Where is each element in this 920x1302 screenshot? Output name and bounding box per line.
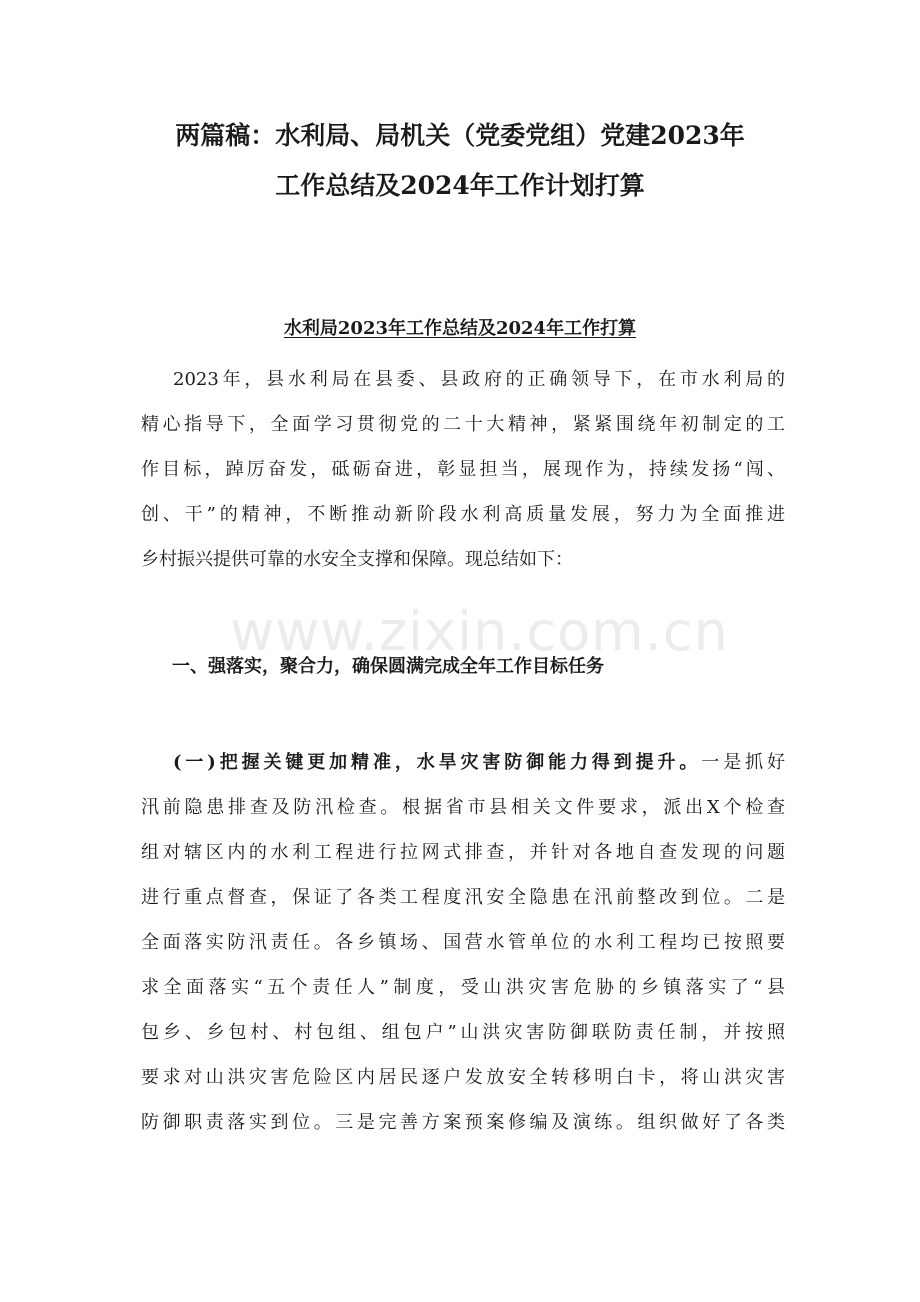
section-line: 组对辖区内的水利工程进行拉网式排查，并针对各地自查发现的问题 bbox=[141, 842, 785, 863]
section-line: 进行重点督查，保证了各类工程度汛安全隐患在汛前整改到位。二是 bbox=[141, 887, 785, 908]
section-subtitle bbox=[100, 313, 820, 345]
section-line: 求全面落实“五个责任人”制度，受山洪灾害危胁的乡镇落实了“县 bbox=[141, 977, 785, 998]
document-title-line-2: 工作总结及2024年工作计划打算 bbox=[275, 171, 645, 200]
document-title-line-1: 两篇稿：水利局、局机关（党委党组）党建2023年 bbox=[175, 121, 745, 150]
intro-line: 乡村振兴提供可靠的水安全支撑和保障。现总结如下： bbox=[141, 549, 573, 570]
section-line: 全面落实防汛责任。各乡镇场、国营水管单位的水利工程均已按照要 bbox=[141, 932, 785, 953]
watermark: www.zixin.com.cn bbox=[230, 600, 729, 663]
intro-line: 2023年，县水利局在县委、县政府的正确领导下，在市水利局的 bbox=[173, 369, 785, 390]
subtitle-text: 水利局2023年工作总结及2024年工作打算 bbox=[283, 318, 637, 339]
section-first-line bbox=[141, 740, 785, 785]
section-lead-bold: (一)把握关键更加精准，水旱灾害防御能力得到提升。 bbox=[173, 752, 702, 773]
section-line: 要求对山洪灾害危险区内居民逐户发放安全转移明白卡，将山洪灾害 bbox=[141, 1067, 785, 1088]
intro-line: 创、干”的精神，不断推动新阶段水利高质量发展，努力为全面推进 bbox=[141, 504, 785, 525]
section-line: 包乡、乡包村、村包组、组包户”山洪灾害防御联防责任制，并按照 bbox=[141, 1022, 785, 1043]
section-lead-rest: 一是抓好 bbox=[701, 752, 786, 773]
section-heading: 一、强落实，聚合力，确保圆满完成全年工作目标任务 bbox=[172, 656, 604, 677]
section-line: 汛前隐患排查及防汛检查。根据省市县相关文件要求，派出X个检查 bbox=[141, 797, 785, 818]
section-line: 防御职责落实到位。三是完善方案预案修编及演练。组织做好了各类 bbox=[141, 1112, 785, 1133]
intro-paragraph bbox=[141, 357, 785, 582]
intro-line: 作目标，踔厉奋发，砥砺奋进，彰显担当，展现作为，持续发扬“闯、 bbox=[141, 459, 785, 480]
intro-line: 精心指导下，全面学习贯彻党的二十大精神，紧紧围绕年初制定的工 bbox=[141, 414, 785, 435]
section-paragraph bbox=[141, 740, 785, 1145]
